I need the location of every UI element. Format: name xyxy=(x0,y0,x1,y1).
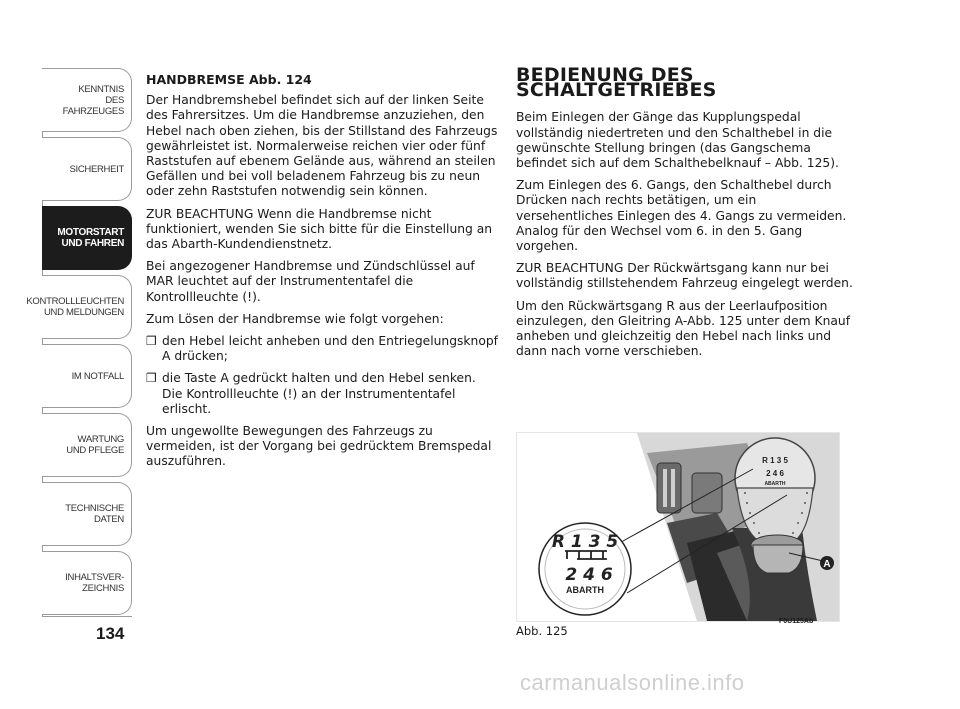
paragraph: Zum Lösen der Handbremse wie folgt vorgehen: xyxy=(146,311,444,326)
tab-technische-daten[interactable] xyxy=(42,482,132,546)
tab-label: INHALTSVER- xyxy=(65,572,124,583)
tab-label: KENNTNIS xyxy=(78,83,124,95)
tab-kontrollleuchten[interactable] xyxy=(26,275,132,339)
tab-kenntnis[interactable] xyxy=(42,68,132,132)
knob-gear-bottom-text: 2 4 6 xyxy=(766,469,784,478)
tab-sicherheit[interactable] xyxy=(42,137,132,201)
tab-label: WARTUNG xyxy=(77,434,124,445)
tab-label: UND FAHREN xyxy=(61,238,124,249)
tab-im-notfall[interactable] xyxy=(42,344,132,408)
tab-label: SICHERHEIT xyxy=(69,163,124,175)
tab-label: UND MELDUNGEN xyxy=(43,307,124,318)
list-item-text: den Hebel leicht anheben und den Entriegelungsknopf A drücken; xyxy=(162,334,498,364)
tab-label: UND PFLEGE xyxy=(66,445,124,456)
list-item-text: die Taste A gedrückt halten und den Hebel senken. Die Kontrollleuchte (!) an der Instrumententafel erlischt. xyxy=(162,371,476,416)
left-column xyxy=(146,72,498,477)
tab-motorstart[interactable] xyxy=(42,206,132,270)
checkbox-bullet-icon: ❒ xyxy=(146,334,157,349)
list-item xyxy=(146,334,498,364)
gear-knob-figure xyxy=(516,432,840,622)
figure-caption: Abb. 125 xyxy=(516,624,568,638)
tab-label: ZEICHNIS xyxy=(82,583,124,594)
tab-inhaltsverzeichnis[interactable] xyxy=(42,551,132,615)
paragraph: Um ungewollte Bewegungen des Fahrzeugs zu vermeiden, ist der Vorgang bei gedrücktem Bremspedal auszuführen. xyxy=(146,424,492,469)
tab-label: DES FAHRZEUGES xyxy=(62,94,124,117)
knob-brand-text: ABARTH xyxy=(764,481,786,487)
paragraph: Bei angezogener Handbremse und Zündschlüssel auf MAR leuchtet auf der Instrumententafel die Kontrollleuchte (!). xyxy=(146,259,475,304)
list-item xyxy=(146,371,498,417)
tab-label: IM NOTFALL xyxy=(71,370,124,382)
tab-wartung[interactable] xyxy=(42,413,132,477)
gear-knob-illustration xyxy=(517,433,839,621)
gear-pattern-top: R 1 3 5 xyxy=(551,532,619,552)
tab-label: KONTROLLLEUCHTEN xyxy=(26,296,124,307)
paragraph: Beim Einlegen der Gänge das Kupplungspedal vollständig niedertreten und den Schalthebel in die gewünschte Stellung bringen (das Gangschema befindet sich auf dem Schalthebelknauf – Abb. 125). xyxy=(516,110,839,171)
paragraph: Der Handbremshebel befindet sich auf der linken Seite des Fahrersitzes. Um die Handbremse anzuziehen, den Hebel nach oben ziehen, bis der Stillstand des Fahrzeugs gewährleistet ist. Normalerweise reichen vier oder fünf Raststufen auf ebenem Gelände aus, während an steilen Gefällen und bei voll beladenem Fahrzeug bis zu neun oder zehn Raststufen notwendig sein können. xyxy=(146,93,498,199)
gear-pattern-brand: ABARTH xyxy=(566,585,604,595)
tab-label: DATEN xyxy=(94,514,124,525)
watermark: carmanualsonline.info xyxy=(520,670,745,695)
knob-gear-top-text: R 1 3 5 xyxy=(762,456,788,465)
figure-code: F0U125Ab xyxy=(779,618,814,625)
page-number: 134 xyxy=(96,624,125,643)
note-paragraph: ZUR BEACHTUNG Wenn die Handbremse nicht funktioniert, wenden Sie sich bitte für die Einstellung an das Abarth-Kundendienstnetz. xyxy=(146,206,493,252)
right-column xyxy=(516,64,856,366)
checkbox-bullet-icon: ❒ xyxy=(146,371,157,386)
section-heading-handbremse: HANDBREMSE Abb. 124 xyxy=(146,72,312,87)
sidebar-bottom-rule xyxy=(42,616,132,617)
section-heading-schaltgetriebe: BEDIENUNG DES SCHALTGETRIEBES xyxy=(516,64,717,102)
paragraph: Zum Einlegen des 6. Gangs, den Schalthebel durch Drücken nach rechts betätigen, um ein versehentliches Einlegen des 4. Gangs zu vermeiden. Analog für den Wechsel vom 6. in den 5. Gang vorgehen. xyxy=(516,178,847,254)
note-paragraph: ZUR BEACHTUNG Der Rückwärtsgang kann nur bei vollständig stillstehendem Fahrzeug eingelegt werden. xyxy=(516,261,853,291)
tab-label: TECHNISCHE xyxy=(65,503,124,514)
gear-pattern-bottom: 2 4 6 xyxy=(565,565,613,585)
callout-a-label: A xyxy=(823,559,831,570)
tab-label: MOTORSTART xyxy=(57,227,124,238)
paragraph: Um den Rückwärtsgang R aus der Leerlaufposition einzulegen, den Gleitring A-Abb. 125 unter dem Knauf anheben und gleichzeitig den Hebel nach links und dann nach vorne verschieben. xyxy=(516,298,851,359)
